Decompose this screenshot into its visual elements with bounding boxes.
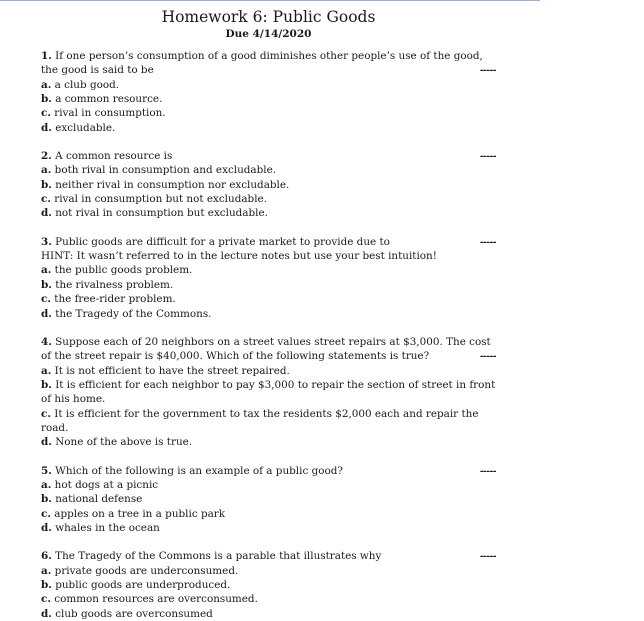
- option-a: [41, 364, 496, 378]
- option-text: It is not efficient to have the street repaired.: [54, 364, 290, 377]
- answer-blank[interactable]: -----: [479, 351, 496, 362]
- option-letter: d.: [41, 607, 52, 620]
- option-letter: a.: [41, 564, 52, 577]
- question-5: [41, 464, 496, 536]
- option-letter: b.: [41, 378, 52, 391]
- option-letter: a.: [41, 478, 52, 491]
- option-text: public goods are underproduced.: [55, 579, 231, 591]
- option-text: club goods are overconsumed: [55, 607, 213, 620]
- option-a: [41, 478, 496, 492]
- question-number: 6.: [41, 550, 52, 563]
- due-date: Due 4/14/2020: [225, 28, 312, 40]
- question-text: Which of the following is an example of a public good?: [55, 464, 343, 477]
- option-letter: b.: [41, 579, 52, 591]
- option-letter: a.: [41, 264, 52, 277]
- option-c: [41, 407, 496, 436]
- option-letter: d.: [41, 121, 52, 134]
- option-b: [41, 378, 496, 407]
- option-letter: c.: [41, 107, 51, 120]
- option-text: a club good.: [54, 78, 120, 91]
- question-number: 1.: [41, 50, 52, 62]
- option-text: not rival in consumption but excludable.: [55, 207, 268, 220]
- question-text: The Tragedy of the Commons is a parable that illustrates why: [55, 550, 382, 563]
- option-text: the rivalness problem.: [55, 278, 174, 291]
- question-6: [41, 549, 496, 621]
- option-a: [41, 163, 496, 177]
- question-number: 3.: [41, 235, 52, 248]
- option-letter: c.: [41, 593, 51, 606]
- option-text: both rival in consumption and excludable.: [54, 164, 277, 177]
- option-c: [41, 592, 496, 606]
- option-letter: a.: [41, 78, 52, 91]
- option-a: [41, 78, 496, 92]
- option-letter: c.: [41, 507, 51, 520]
- question-stem: [41, 49, 496, 78]
- option-letter: d.: [41, 521, 52, 534]
- question-stem: [41, 335, 496, 364]
- answer-blank[interactable]: -----: [479, 66, 496, 76]
- option-b: [41, 92, 496, 106]
- option-letter: b.: [41, 493, 52, 506]
- option-text: a common resource.: [55, 93, 163, 106]
- option-text: hot dogs at a picnic: [54, 478, 159, 491]
- option-text: None of the above is true.: [55, 436, 193, 449]
- option-text: the Tragedy of the Commons.: [55, 307, 212, 320]
- option-d: [41, 521, 496, 535]
- question-hint: HINT: It wasn’t referred to in the lecture notes but use your best intuition!: [41, 250, 437, 263]
- option-d: [41, 307, 496, 321]
- question-stem: [41, 464, 496, 478]
- option-letter: a.: [41, 164, 52, 177]
- option-a: [41, 263, 496, 277]
- option-text: the free-rider problem.: [54, 293, 176, 306]
- option-text: It is efficient for the government to tax the residents $2,000 each and repair the road.: [41, 407, 479, 434]
- option-letter: b.: [41, 93, 52, 106]
- answer-blank[interactable]: -----: [479, 552, 496, 563]
- question-4: [41, 335, 496, 450]
- question-stem: [41, 149, 496, 163]
- homework-document: [41, 7, 496, 621]
- option-letter: c.: [41, 293, 51, 306]
- question-2: [41, 149, 496, 221]
- question-number: 2.: [41, 150, 52, 163]
- option-c: [41, 192, 496, 206]
- question-text: If one person’s consumption of a good diminishes other people’s use of the good, the good is said to be: [41, 50, 483, 77]
- answer-blank[interactable]: -----: [479, 466, 496, 477]
- option-d: [41, 435, 496, 449]
- question-stem: [41, 235, 496, 249]
- answer-blank[interactable]: -----: [479, 152, 496, 163]
- option-b: [41, 278, 496, 292]
- question-3: [41, 235, 496, 321]
- option-text: rival in consumption but not excludable.: [54, 193, 267, 206]
- page-title: Homework 6: Public Goods: [161, 8, 376, 26]
- option-text: neither rival in consumption nor excludable.: [55, 178, 290, 191]
- option-text: common resources are overconsumed.: [54, 593, 258, 606]
- option-d: [41, 121, 496, 135]
- top-rule: [0, 0, 540, 1]
- question-text: Suppose each of 20 neighbors on a street values street repairs at $3,000. The cost of the street repair is $40,000. Which of the following statements is true?: [41, 335, 491, 363]
- option-d: [41, 206, 496, 220]
- option-text: It is efficient for each neighbor to pay $3,000 to repair the section of street in front of his home.: [41, 378, 496, 406]
- question-text: A common resource is: [55, 150, 173, 163]
- option-letter: d.: [41, 436, 52, 449]
- option-text: whales in the ocean: [55, 521, 160, 534]
- answer-blank[interactable]: -----: [479, 237, 496, 248]
- option-letter: b.: [41, 278, 52, 291]
- question-number: 4.: [41, 335, 52, 348]
- option-text: excludable.: [55, 121, 116, 134]
- question-stem: [41, 549, 496, 563]
- option-letter: d.: [41, 307, 52, 320]
- option-b: [41, 578, 496, 592]
- option-letter: c.: [41, 193, 51, 206]
- option-letter: b.: [41, 178, 52, 191]
- option-text: rival in consumption.: [54, 107, 166, 120]
- option-text: the public goods problem.: [54, 264, 193, 277]
- option-letter: a.: [41, 364, 52, 377]
- option-letter: c.: [41, 407, 51, 420]
- option-text: national defense: [55, 493, 143, 506]
- option-c: [41, 507, 496, 521]
- option-letter: d.: [41, 207, 52, 220]
- option-b: [41, 492, 496, 506]
- question-1: [41, 49, 496, 135]
- option-c: [41, 292, 496, 306]
- question-number: 5.: [41, 464, 52, 477]
- question-text: Public goods are difficult for a private market to provide due to: [55, 235, 390, 248]
- option-c: [41, 106, 496, 120]
- option-text: apples on a tree in a public park: [54, 507, 226, 520]
- option-text: private goods are underconsumed.: [54, 564, 239, 577]
- option-b: [41, 178, 496, 192]
- option-d: [41, 607, 496, 621]
- option-a: [41, 564, 496, 578]
